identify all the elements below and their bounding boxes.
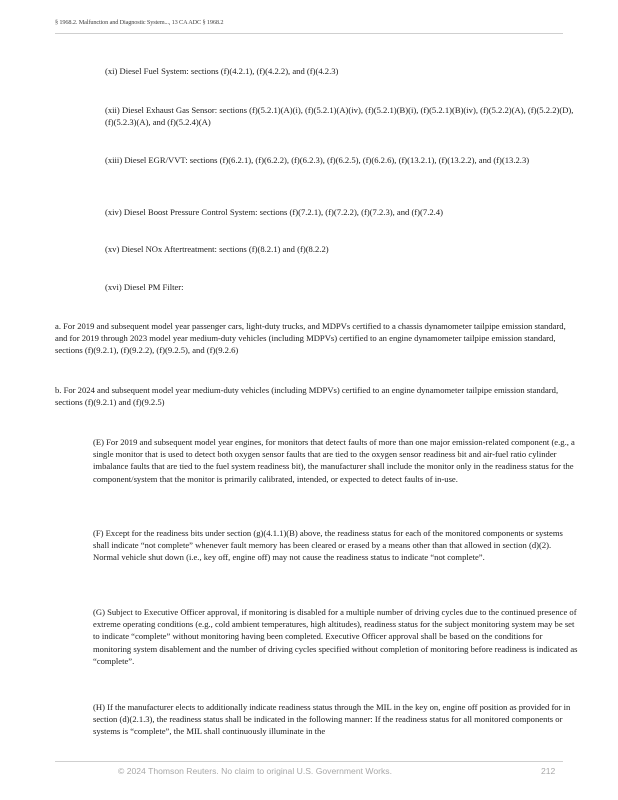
subitem-a: a. For 2019 and subsequent model year passenger cars, light-duty trucks, and MDPVs certified to a chassis dynamometer tailpipe emission standard, and for 2019 through 2023 model year medium-duty vehicles (including MDPVs) certified to an engine dynamometer tailpipe emission standard, sections (f)(9.2.1), (f)(9.2.2), (f)(9.2.5), and (f)(9.2.6) <box>55 321 566 356</box>
subitem-b: b. For 2024 and subsequent model year medium-duty vehicles (including MDPVs) certified to an engine dynamometer tailpipe emission standard, sections (f)(9.2.1) and (f)(9.2.5) <box>55 385 559 408</box>
header-divider <box>55 33 563 34</box>
paragraph-g: (G) Subject to Executive Officer approval, if monitoring is disabled for a multiple number of driving cycles due to the continued presence of extreme operating conditions (e.g., cold ambient temperatures, high altitudes), readiness status for the subject monitoring system may be set to indicate “complete” without monitoring having been completed. Executive Officer approval shall be based on the conditions for monitoring system disablement and the number of driving cycles specified without completion of monitoring before readiness is indicated as “complete”. <box>93 607 578 666</box>
item-diesel-nox-aftertreatment: (xv) Diesel NOx Aftertreatment: sections (f)(8.2.1) and (f)(8.2.2) <box>105 244 329 254</box>
copyright-notice: © 2024 Thomson Reuters. No claim to original U.S. Government Works. <box>118 766 392 776</box>
item-diesel-boost-pressure: (xiv) Diesel Boost Pressure Control System: sections (f)(7.2.1), (f)(7.2.2), (f)(7.2.3), and (f)(7.2.4) <box>105 207 443 217</box>
page-number: 212 <box>541 766 556 776</box>
footer-divider <box>55 761 563 762</box>
item-diesel-pm-filter: (xvi) Diesel PM Filter: <box>105 282 184 292</box>
item-diesel-fuel-system: (xi) Diesel Fuel System: sections (f)(4.2.1), (f)(4.2.2), and (f)(4.2.3) <box>105 66 339 76</box>
document-citation-header: § 1968.2. Malfunction and Diagnostic System..., 13 CA ADC § 1968.2 <box>55 19 224 26</box>
paragraph-f: (F) Except for the readiness bits under section (g)(4.1.1)(B) above, the readiness status for each of the monitored components or systems shall indicate “not complete” whenever fault memory has been cleared or erased by a means other than that allowed in section (d)(2). Normal vehicle shut down (i.e., key off, engine off) may not cause the readiness status to indicate “not complete”. <box>93 528 563 563</box>
paragraph-h: (H) If the manufacturer elects to additionally indicate readiness status through the MIL in the key on, engine off position as provided for in section (d)(2.1.3), the readiness status shall be indicated in the following manner: If the readiness status for all monitored components or systems is “complete”, the MIL shall continuously illuminate in the <box>93 702 571 737</box>
item-diesel-egr-vvt: (xiii) Diesel EGR/VVT: sections (f)(6.2.1), (f)(6.2.2), (f)(6.2.3), (f)(6.2.5), (f)(6.2.6), (f)(13.2.1), (f)(13.2.2), and (f)(13.2.3) <box>105 155 530 165</box>
item-diesel-exhaust-gas-sensor: (xii) Diesel Exhaust Gas Sensor: sections (f)(5.2.1)(A)(i), (f)(5.2.1)(A)(iv), (f)(5.2.1)(B)(i), (f)(5.2.1)(B)(iv), (f)(5.2.2)(A), (f)(5.2.2)(D), (f)(5.2.3)(A), and (f)(5.2.4)(A) <box>105 105 574 128</box>
paragraph-e: (E) For 2019 and subsequent model year engines, for monitors that detect faults of more than one major emission-related component (e.g., a single monitor that is used to detect both oxygen sensor faults that are tied to the oxygen sensor readiness bit and air-fuel ratio cylinder imbalance faults that are tied to the fuel system readiness bit), the manufacturer shall include the monitor only in the readiness status for the component/system that the monitor is primarily calibrated, intended, or expected to detect faults of in-use. <box>93 437 575 484</box>
